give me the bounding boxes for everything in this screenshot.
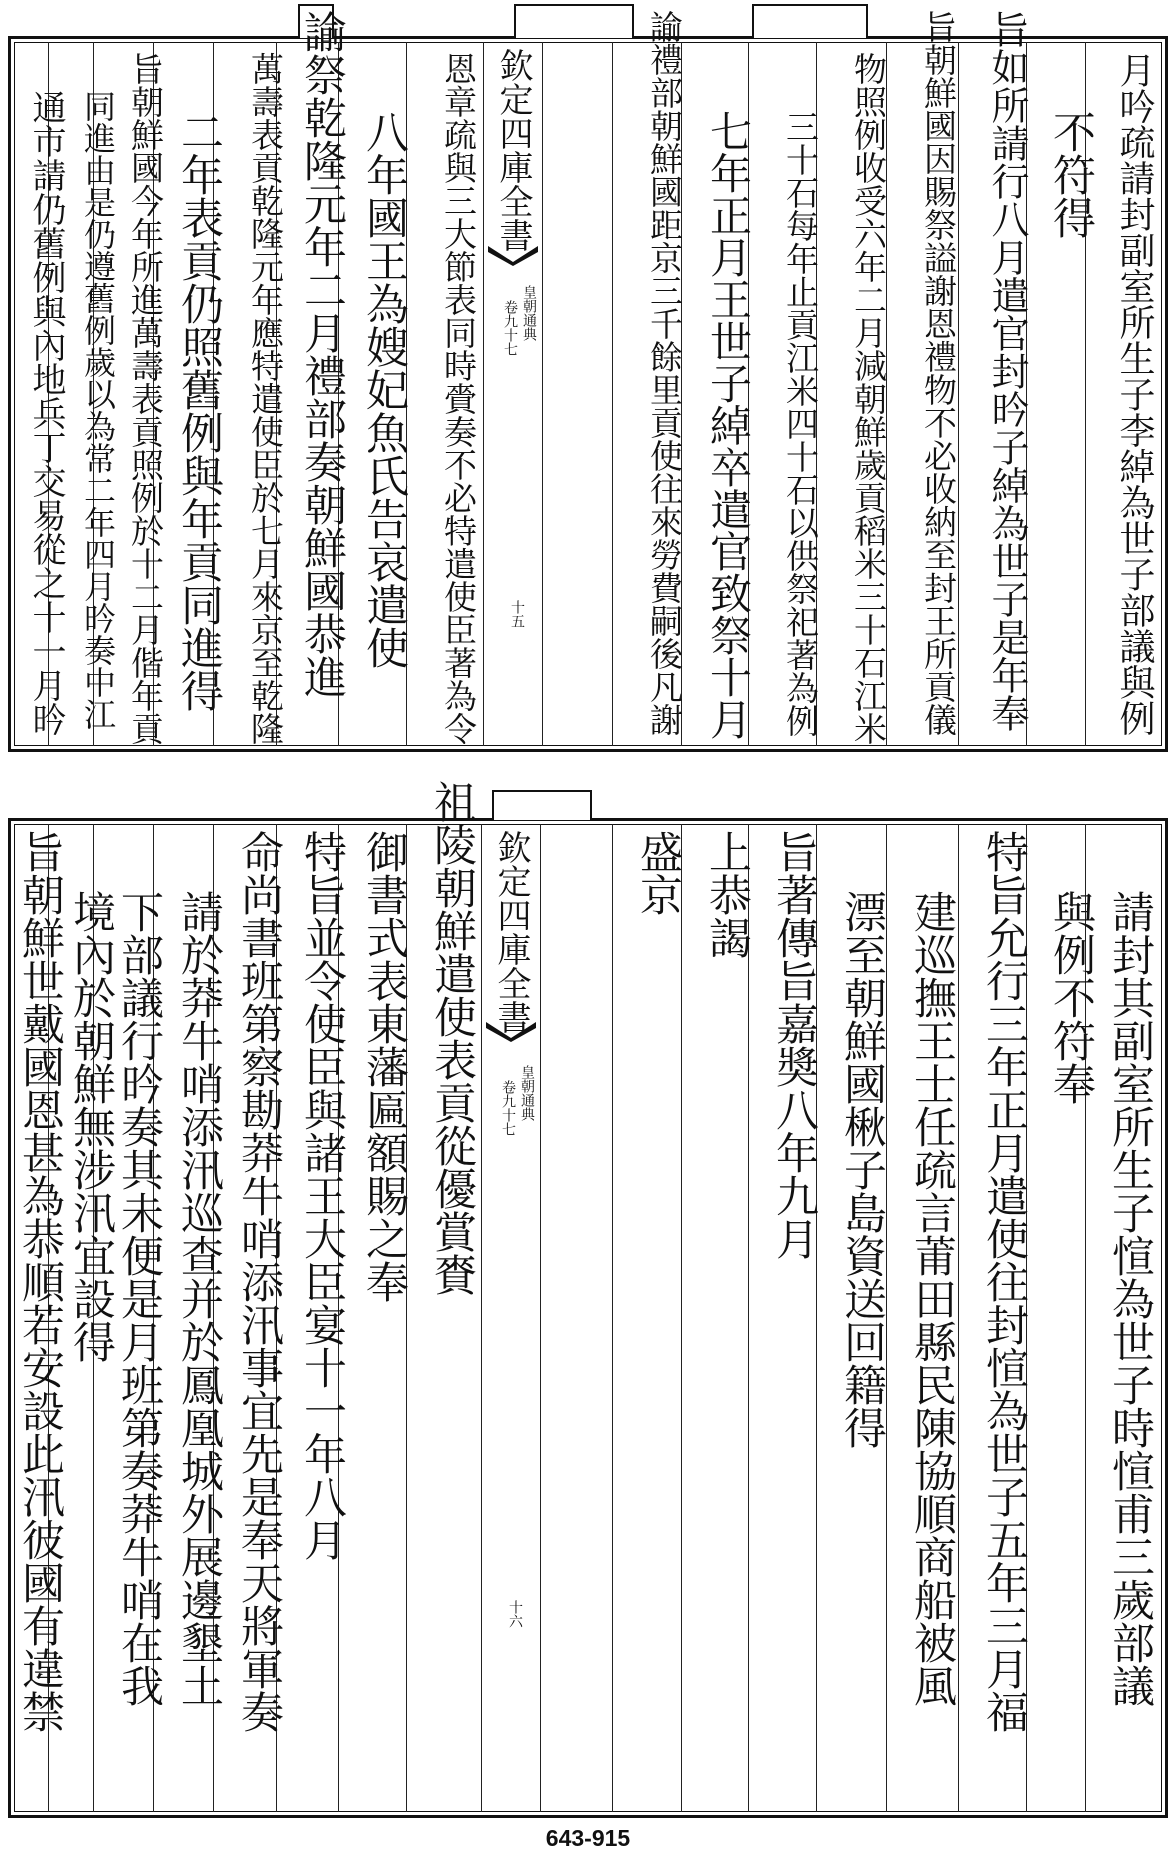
top-column-16: 通市請仍舊例與內地兵丁交易從之十一月昑 (26, 90, 66, 736)
bottom-column-10: 御書式表東藩匾額賜之奉 (359, 830, 409, 1303)
top-column-3: 旨如所請行八月遣官封昑子綽為世子是年奉 (985, 10, 1029, 732)
bottom-column-16: 旨朝鮮世戴國恩甚為恭順若安設此汛彼國有違禁 (15, 830, 65, 1733)
bottom-column-11: 特旨並令使臣與諸王大臣宴十一年八月 (297, 830, 347, 1561)
bottom-column-12: 命尚書班第察勘莽牛哨添汛事宜先是奉天將軍奏 (234, 830, 284, 1733)
bottom-column-8: 盛京 (633, 830, 683, 916)
bottom-column-1: 請封其副室所生子愃為世子時愃甫三歲部議 (1105, 890, 1155, 1707)
top-tab-center (514, 4, 634, 38)
top-column-2: 不符得 (1046, 110, 1096, 239)
top-column-14: 旨朝鮮國今年所進萬壽表貢照例於十二月偕年貢 (126, 52, 165, 745)
top-tab-right (752, 4, 868, 38)
top-column-rule (612, 42, 613, 746)
page-number: 643-915 (545, 1825, 631, 1851)
top-column-15: 同進由是仍遵舊例歲以為常二年四月昑奏中江 (79, 90, 117, 730)
top-column-5: 物照例收受六年二月減朝鮮歲貢稻米三十石江米 (849, 52, 888, 745)
bottom-column-rule (681, 824, 682, 1812)
top-column-4: 旨朝鮮國因賜祭謚謝恩禮物不必收納至封王所貢儀 (919, 10, 958, 736)
bottom-page (8, 780, 1168, 1820)
top-fish-tail-mark (486, 244, 540, 266)
bottom-column-2: 與例不符奉 (1046, 890, 1096, 1105)
bottom-tab-center (492, 790, 592, 820)
bottom-column-rule (958, 824, 959, 1812)
bottom-column-rule (748, 824, 749, 1812)
top-column-10: 八年國王為嫂妃魚氏告哀遣使 (359, 110, 409, 669)
bottom-column-4: 建巡撫王士任疏言莆田縣民陳協順商船被風 (907, 890, 957, 1707)
top-column-8: 諭禮部朝鮮國距京三千餘里貢使往來勞費嗣後凡謝 (645, 10, 684, 736)
top-column-1: 月吟疏請封副室所生子李綽為世子部議與例 (1114, 52, 1155, 736)
bottom-column-9: 祖陵朝鮮遣使表貢從優賞賚 (427, 780, 477, 1296)
bottom-column-7: 上恭謁 (702, 830, 752, 959)
top-page (8, 0, 1168, 760)
top-column-7: 七年正月王世子綽卒遣官致祭十月 (704, 110, 753, 740)
bottom-column-15: 境內於朝鮮無涉汛宜設得 (66, 890, 116, 1363)
top-side-title: 皇朝通典 (521, 285, 537, 341)
top-folio-number: 十五 (509, 600, 525, 628)
bottom-folio-number: 十六 (507, 1600, 523, 1628)
bottom-fish-tail-mark (484, 1020, 538, 1042)
top-column-6: 三十石每年止貢江米四十石以供祭祀著為例 (781, 110, 820, 737)
bottom-column-13: 請於莽牛哨添汛巡查并於鳳凰城外展邊墾土 (174, 890, 224, 1707)
bottom-column-rule (612, 824, 613, 1812)
top-book-title: 欽定四庫全書 (493, 48, 533, 252)
top-volume-label: 卷九十七 (502, 300, 518, 356)
bottom-column-14: 下部議行昑奏其未便是月班第奏莽牛哨在我 (114, 890, 164, 1707)
top-column-12: 萬壽表貢乾隆元年應特遣使臣於七月來京至乾隆 (246, 52, 285, 745)
bottom-side-title: 皇朝通典 (519, 1065, 535, 1121)
bottom-column-3: 特旨允行三年正月遣使往封愃為世子五年三月福 (979, 830, 1029, 1733)
top-column-rule (958, 42, 959, 746)
bottom-book-title: 欽定四庫全書 (491, 830, 531, 1034)
top-column-9: 恩章疏與三大節表同時賫奏不必特遣使臣著為令 (439, 52, 478, 745)
bottom-column-6: 旨著傳旨嘉奬八年九月 (769, 830, 819, 1260)
bottom-volume-label: 卷九十七 (500, 1080, 516, 1136)
bottom-column-5: 漂至朝鮮國楸子島資送回籍得 (837, 890, 887, 1449)
top-column-13: 二年表貢仍照舊例與年貢同進得 (174, 110, 224, 712)
top-column-11: 諭祭乾隆元年二月禮部奏朝鮮國恭進 (297, 10, 347, 698)
